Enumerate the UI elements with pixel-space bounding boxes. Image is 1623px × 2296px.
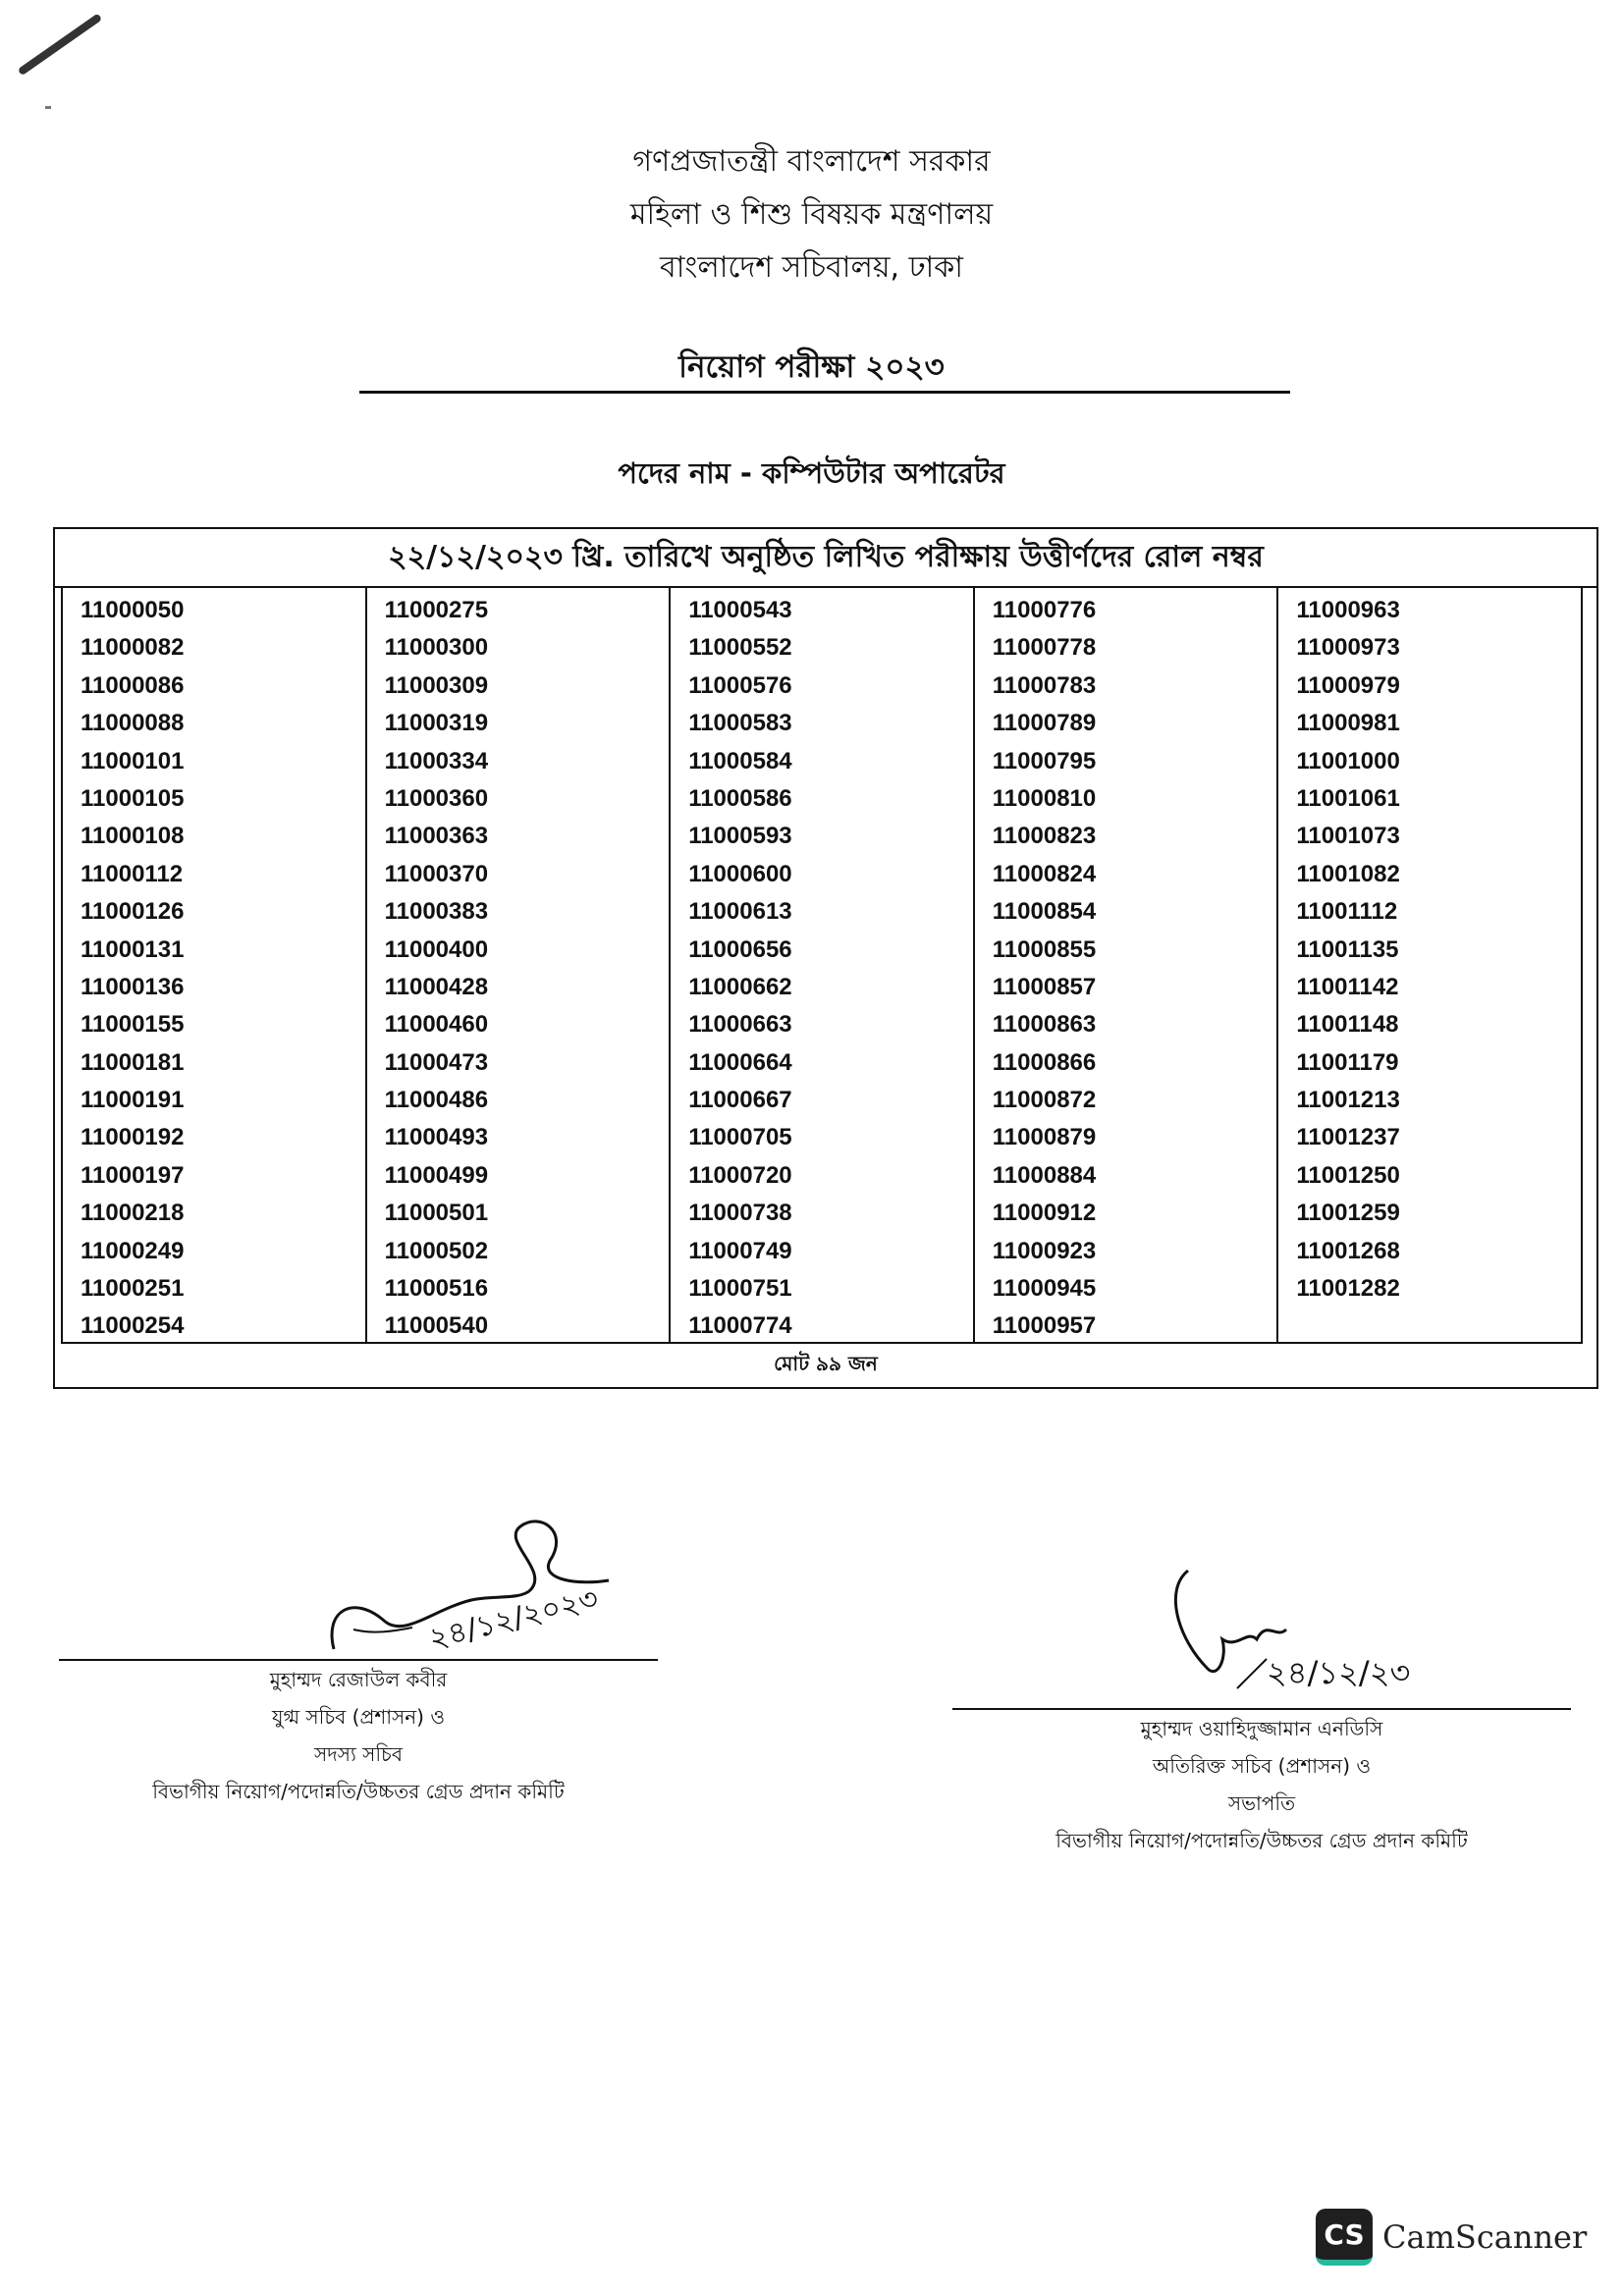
roll-number: 11000593 — [688, 823, 792, 850]
roll-number: 11001282 — [1296, 1275, 1400, 1303]
office-location: বাংলাদেশ সচিবালয়, ঢাকা — [660, 250, 963, 285]
roll-number: 11000370 — [384, 860, 489, 887]
roll-number: 11000383 — [384, 898, 489, 926]
roll-number: 11000197 — [81, 1161, 185, 1189]
results-table-body — [61, 586, 1583, 1344]
roll-number: 11001148 — [1296, 1011, 1399, 1039]
roll-number: 11000855 — [992, 935, 1097, 963]
roll-number: 11001142 — [1296, 973, 1399, 1000]
roll-number: 11001259 — [1296, 1200, 1400, 1227]
signature-left-date: ২৪/১২/২০২৩ — [425, 1581, 602, 1657]
roll-number: 11000309 — [384, 671, 489, 699]
roll-number: 11000866 — [992, 1048, 1097, 1076]
signatory-right-name: মুহাম্মদ ওয়াহিদুজ্জামান এনডিসি — [1140, 1717, 1383, 1740]
roll-column — [61, 586, 365, 1342]
signature-block-right — [952, 1551, 1571, 1859]
signatory-right-title: অতিরিক্ত সচিব (প্রশাসন) ও — [1152, 1754, 1372, 1778]
roll-number: 11000300 — [384, 634, 489, 662]
roll-number: 11000664 — [688, 1048, 792, 1076]
roll-number: 11000751 — [688, 1275, 792, 1303]
roll-number: 11000486 — [384, 1087, 489, 1114]
roll-number: 11001250 — [1296, 1161, 1400, 1189]
signature-left-drawing — [59, 1502, 658, 1659]
roll-number: 11000923 — [992, 1237, 1097, 1264]
post-name: পদের নাম - কম্পিউটার অপারেটর — [618, 456, 1005, 490]
exam-title: নিয়োগ পরীক্ষা ২০২৩ — [678, 349, 945, 385]
ministry-name: মহিলা ও শিশু বিষয়ক মন্ত্রণালয় — [629, 197, 994, 232]
govt-name: গণপ্রজাতন্ত্রী বাংলাদেশ সরকার — [632, 144, 991, 179]
roll-number: 11000663 — [688, 1011, 792, 1039]
roll-number: 11000552 — [688, 634, 792, 662]
roll-number: 11000131 — [81, 935, 185, 963]
roll-number: 11001112 — [1296, 898, 1398, 926]
camscanner-watermark — [1316, 2209, 1587, 2266]
roll-number: 11000191 — [81, 1087, 185, 1114]
roll-number: 11000249 — [81, 1237, 185, 1264]
roll-number: 11000776 — [992, 597, 1097, 623]
signatory-left-name: মুহাম্মদ রেজাউল কবীর — [269, 1668, 448, 1691]
roll-number: 11000086 — [81, 671, 185, 699]
title-underline — [359, 391, 1290, 394]
signature-right-date: ২৪/১২/২৩ — [1267, 1654, 1411, 1691]
roll-number: 11000576 — [688, 671, 792, 699]
roll-number: 11000854 — [992, 898, 1097, 926]
signatory-left-title: যুগ্ম সচিব (প্রশাসন) ও — [271, 1705, 446, 1729]
roll-number: 11000584 — [688, 747, 792, 774]
roll-column — [1276, 586, 1581, 1342]
roll-number: 11000136 — [81, 973, 185, 1000]
roll-number: 11000254 — [81, 1312, 185, 1340]
roll-number: 11000543 — [688, 597, 792, 623]
roll-number: 11000360 — [384, 784, 489, 812]
roll-number: 11000863 — [992, 1011, 1097, 1039]
roll-number: 11000810 — [992, 784, 1097, 812]
roll-column — [365, 586, 670, 1342]
roll-column — [973, 586, 1277, 1342]
roll-number: 11000319 — [384, 710, 489, 737]
roll-number: 11000460 — [384, 1011, 489, 1039]
roll-number: 11000912 — [992, 1200, 1097, 1227]
roll-number: 11000823 — [992, 823, 1097, 850]
roll-number: 11000872 — [992, 1087, 1097, 1114]
scan-scratch-mark — [18, 13, 103, 76]
roll-number: 11000108 — [81, 823, 185, 850]
roll-number: 11000540 — [384, 1312, 489, 1340]
roll-number: 11000501 — [384, 1200, 489, 1227]
roll-number: 11000979 — [1296, 671, 1400, 699]
roll-number: 11000662 — [688, 973, 792, 1000]
roll-number: 11000656 — [688, 935, 792, 963]
roll-number: 11000789 — [992, 710, 1097, 737]
roll-number: 11000516 — [384, 1275, 489, 1303]
roll-number: 11001237 — [1296, 1124, 1400, 1151]
roll-number: 11000613 — [688, 898, 792, 926]
signatory-left-role: সদস্য সচিব — [314, 1742, 403, 1766]
roll-number: 11001268 — [1296, 1237, 1400, 1264]
signature-block-left — [59, 1502, 658, 1810]
roll-number: 11000275 — [384, 597, 489, 623]
roll-number: 11000334 — [384, 747, 489, 774]
roll-number: 11000192 — [81, 1124, 185, 1151]
roll-number: 11000738 — [688, 1200, 792, 1227]
roll-number: 11000105 — [81, 784, 185, 812]
scan-speck — [45, 106, 51, 109]
roll-number: 11000973 — [1296, 634, 1400, 662]
roll-number: 11000126 — [81, 898, 185, 926]
roll-number: 11000101 — [81, 747, 185, 774]
roll-number: 11000082 — [81, 634, 185, 662]
signatory-left-committee: বিভাগীয় নিয়োগ/পদোন্নতি/উচ্চতর গ্রেড প্রদান কমিটি — [152, 1780, 565, 1803]
roll-number: 11000112 — [81, 860, 184, 887]
roll-number: 11000473 — [384, 1048, 489, 1076]
roll-number: 11000600 — [688, 860, 792, 887]
roll-number: 11000884 — [992, 1161, 1097, 1189]
signature-right — [952, 1551, 1571, 1708]
roll-number: 11000879 — [992, 1124, 1097, 1151]
roll-number: 11001135 — [1296, 935, 1399, 963]
roll-number: 11000400 — [384, 935, 489, 963]
roll-number: 11000583 — [688, 710, 792, 737]
roll-number: 11000720 — [688, 1161, 792, 1189]
roll-number: 11001179 — [1296, 1048, 1399, 1076]
signatory-right-role: সভাপতি — [1227, 1791, 1296, 1815]
roll-number: 11000963 — [1296, 597, 1400, 623]
total-count: মোট ৯৯ জন — [774, 1352, 878, 1375]
roll-number: 11001000 — [1296, 747, 1400, 774]
roll-number: 11000783 — [992, 671, 1097, 699]
roll-number: 11000363 — [384, 823, 489, 850]
roll-number: 11000957 — [992, 1312, 1097, 1340]
signatory-right-committee: বিভাগীয় নিয়োগ/পদোন্নতি/উচ্চতর গ্রেড প্রদান কমিটি — [1055, 1829, 1468, 1852]
roll-column — [669, 586, 973, 1342]
roll-number: 11000218 — [81, 1200, 185, 1227]
roll-number: 11001213 — [1296, 1087, 1400, 1114]
roll-number: 11000586 — [688, 784, 792, 812]
roll-number: 11000795 — [992, 747, 1097, 774]
roll-number: 11000824 — [992, 860, 1097, 887]
roll-number: 11000088 — [81, 710, 185, 737]
roll-number: 11000774 — [688, 1312, 792, 1340]
roll-number: 11001082 — [1296, 860, 1400, 887]
roll-number: 11000181 — [81, 1048, 185, 1076]
roll-number: 11000499 — [384, 1161, 489, 1189]
results-table — [53, 527, 1598, 1389]
roll-number: 11000667 — [688, 1087, 792, 1114]
roll-number: 11000705 — [688, 1124, 792, 1151]
results-table-heading: ২২/১২/২০২৩ খ্রি. তারিখে অনুষ্ঠিত লিখিত পরীক্ষায় উত্তীর্ণদের রোল নম্বর — [55, 529, 1596, 588]
roll-number: 11000981 — [1296, 710, 1400, 737]
roll-number: 11000778 — [992, 634, 1097, 662]
roll-number: 11000857 — [992, 973, 1097, 1000]
roll-number: 11000251 — [81, 1275, 185, 1303]
roll-number: 11000155 — [81, 1011, 185, 1039]
roll-number: 11000749 — [688, 1237, 792, 1264]
camscanner-logo-icon: CS — [1316, 2209, 1373, 2266]
roll-number: 11000050 — [81, 597, 185, 623]
signature-left — [59, 1502, 658, 1659]
roll-number: 11000428 — [384, 973, 489, 1000]
roll-number: 11000945 — [992, 1275, 1097, 1303]
roll-number: 11000502 — [384, 1237, 489, 1264]
roll-number: 11000493 — [384, 1124, 489, 1151]
roll-number: 11001073 — [1296, 823, 1400, 850]
signature-right-drawing — [952, 1551, 1571, 1708]
camscanner-brand: CamScanner — [1382, 2218, 1588, 2256]
roll-number: 11001061 — [1296, 784, 1400, 812]
